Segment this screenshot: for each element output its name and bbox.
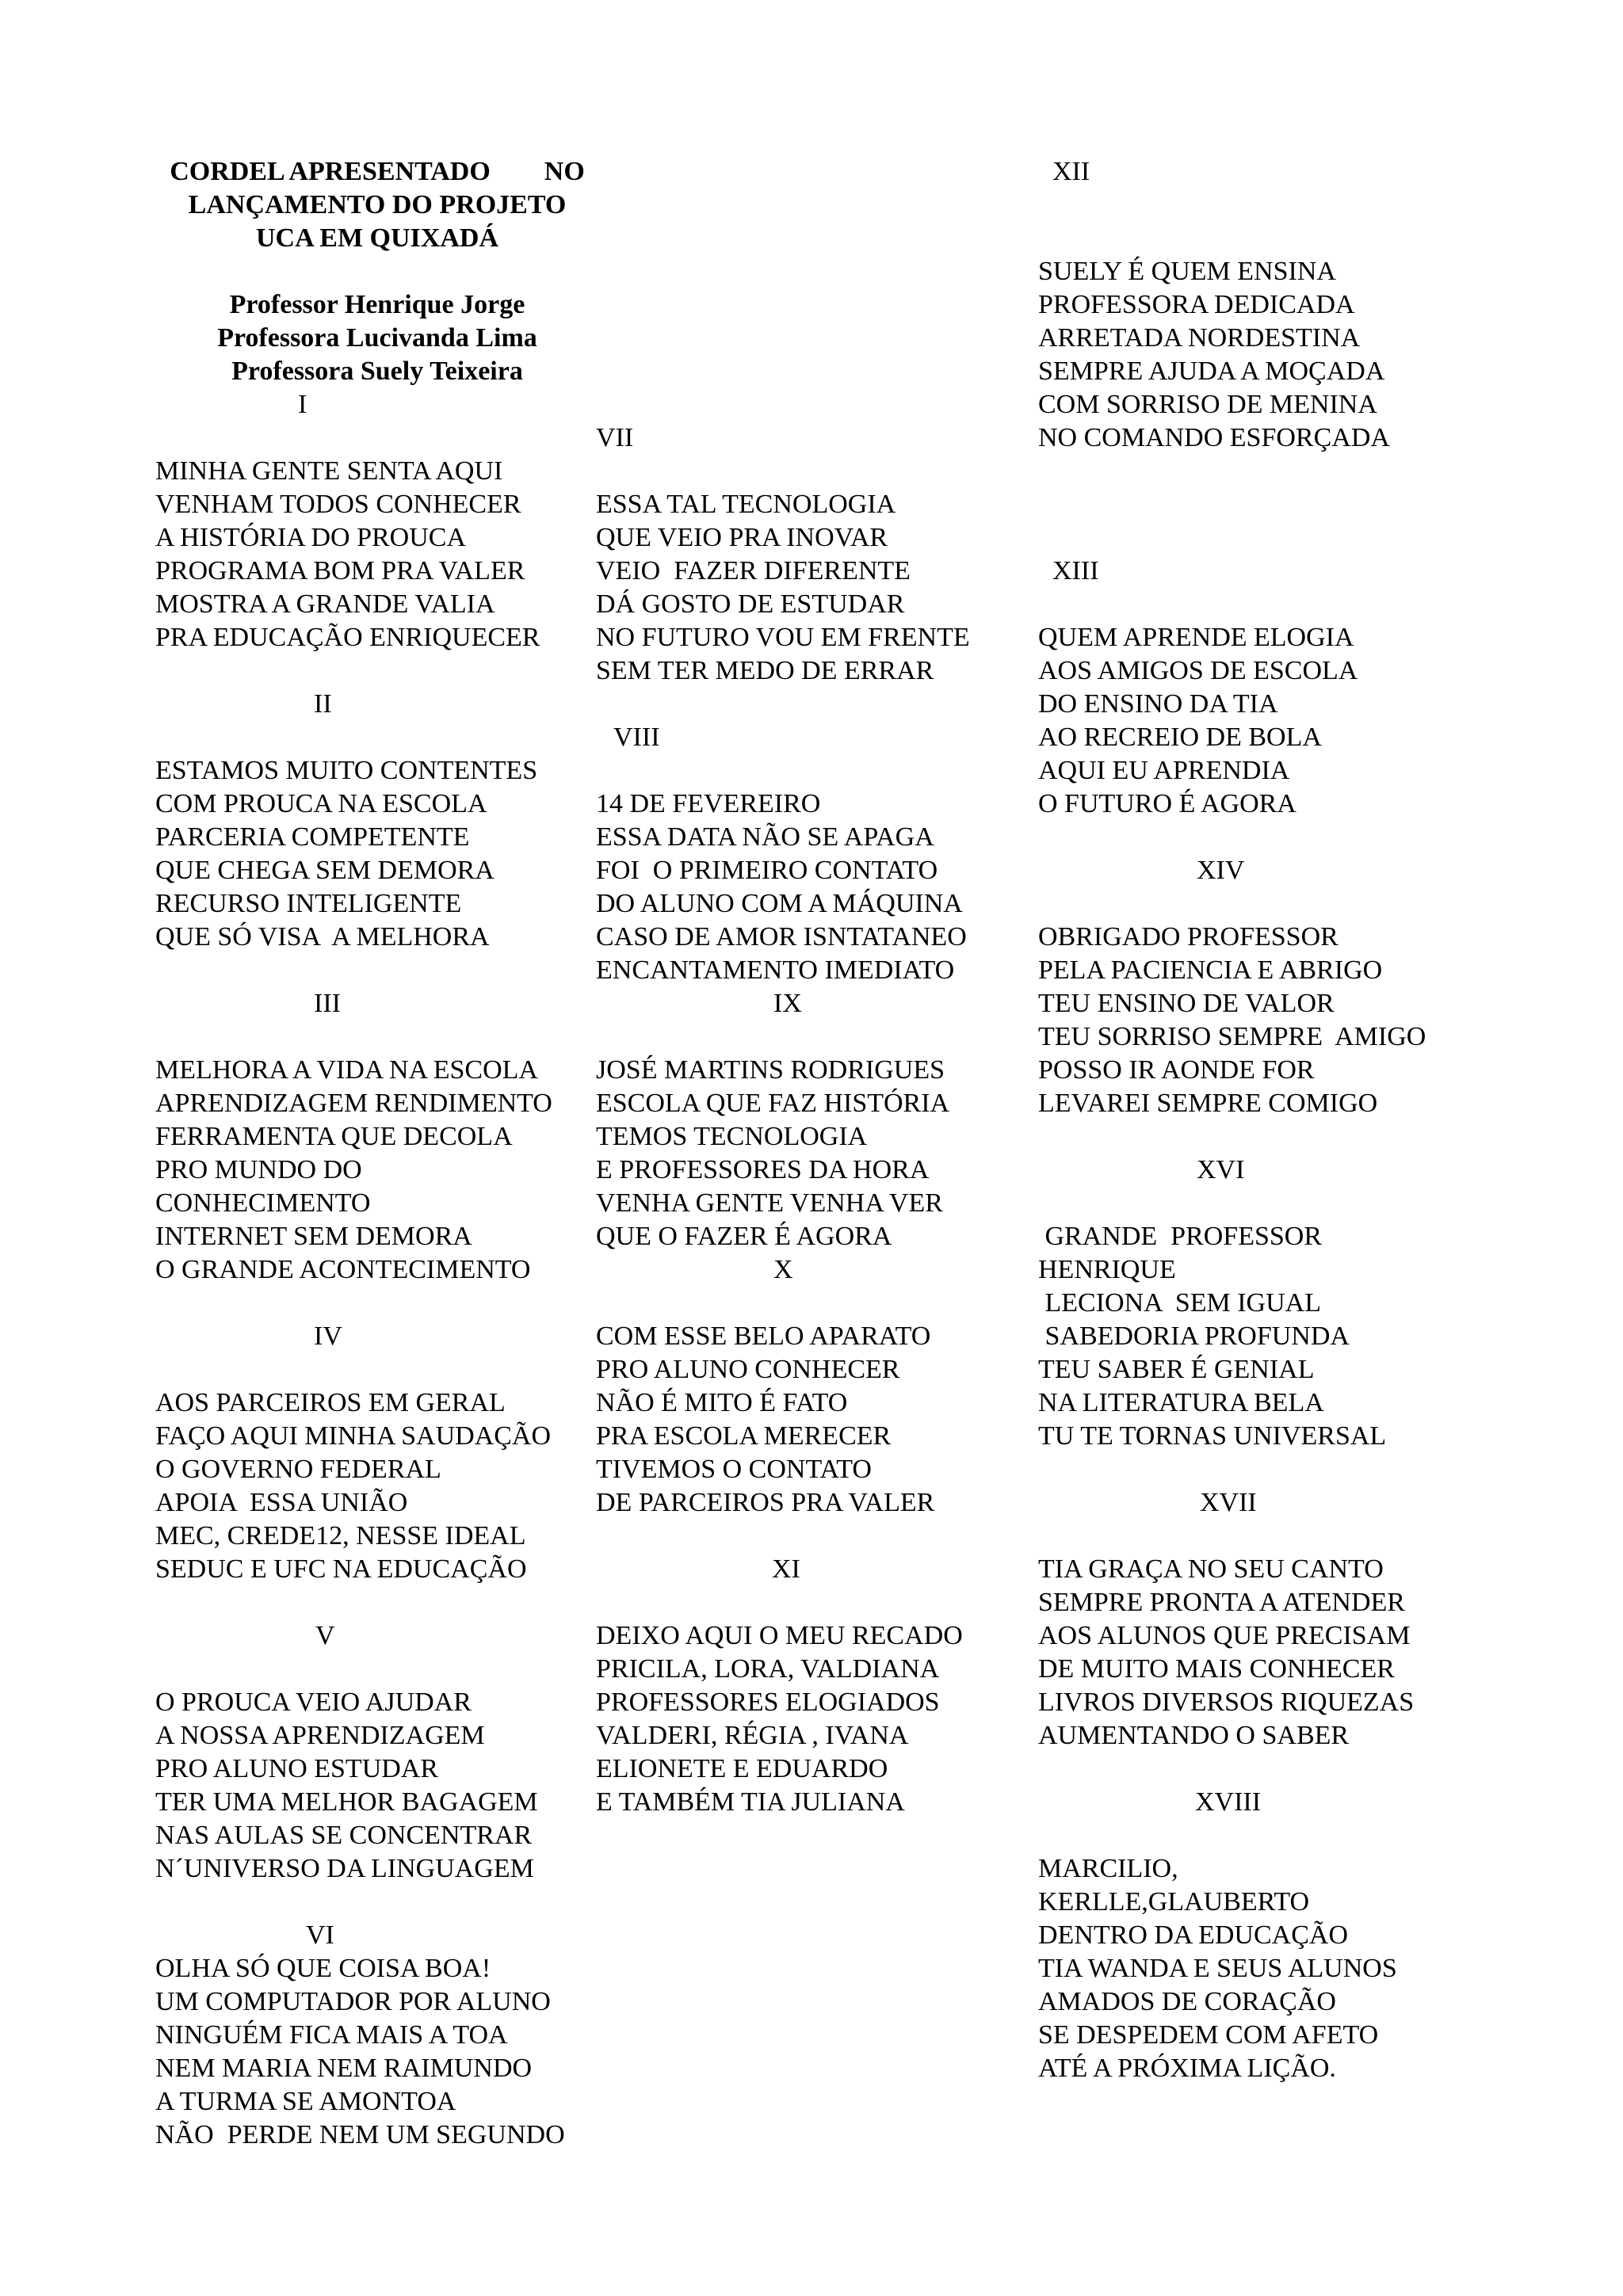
stanza-numeral: XIV xyxy=(1197,856,1245,885)
verse-line: APOIA ESSA UNIÃO xyxy=(155,1488,408,1517)
verse-line: A TURMA SE AMONTOA xyxy=(155,2087,456,2116)
verse-line: E TAMBÉM TIA JULIANA xyxy=(596,1787,905,1817)
title-line-3: UCA EM QUIXADÁ xyxy=(256,223,498,253)
stanza-numeral: VI xyxy=(306,1920,334,1950)
verse-line: N´UNIVERSO DA LINGUAGEM xyxy=(155,1854,534,1883)
verse-line: POSSO IR AONDE FOR xyxy=(1038,1055,1315,1085)
stanza-numeral: VIII xyxy=(613,723,660,752)
verse-line: DEIXO AQUI O MEU RECADO xyxy=(596,1621,963,1650)
verse-line: MOSTRA A GRANDE VALIA xyxy=(155,589,495,619)
verse-line: SEMPRE PRONTA A ATENDER xyxy=(1038,1588,1405,1617)
verse-line: LECIONA SEM IGUAL xyxy=(1038,1288,1321,1318)
verse-line: AUMENTANDO O SABER xyxy=(1038,1721,1350,1750)
verse-line: SEM TER MEDO DE ERRAR xyxy=(596,656,934,685)
verse-line: QUE CHEGA SEM DEMORA xyxy=(155,856,495,885)
stanza-numeral: XIII xyxy=(1052,556,1099,585)
verse-line: O GOVERNO FEDERAL xyxy=(155,1455,441,1484)
verse-line: DÁ GOSTO DE ESTUDAR xyxy=(596,589,905,619)
author-2: Professora Lucivanda Lima xyxy=(217,323,537,353)
verse-line: PROFESSORES ELOGIADOS xyxy=(596,1688,940,1717)
stanza-numeral: IV xyxy=(314,1322,342,1351)
verse-line: AMADOS DE CORAÇÃO xyxy=(1038,1987,1336,2016)
verse-line: MELHORA A VIDA NA ESCOLA xyxy=(155,1055,538,1085)
verse-line: OBRIGADO PROFESSOR xyxy=(1038,922,1338,952)
verse-line: QUEM APRENDE ELOGIA xyxy=(1038,623,1354,652)
verse-line: SE DESPEDEM COM AFETO xyxy=(1038,2020,1379,2050)
verse-line: QUE SÓ VISA A MELHORA xyxy=(155,922,490,952)
stanza-numeral: II xyxy=(314,689,332,719)
verse-line: DO ENSINO DA TIA xyxy=(1038,689,1278,719)
author-1: Professor Henrique Jorge xyxy=(229,290,525,319)
verse-line: JOSÉ MARTINS RODRIGUES xyxy=(596,1055,945,1085)
verse-line: GRANDE PROFESSOR xyxy=(1038,1222,1323,1251)
verse-line: ATÉ A PRÓXIMA LIÇÃO. xyxy=(1038,2054,1336,2083)
verse-line: PELA PACIENCIA E ABRIGO xyxy=(1038,955,1383,985)
verse-line: MINHA GENTE SENTA AQUI xyxy=(155,456,503,486)
verse-line: KERLLE,GLAUBERTO xyxy=(1038,1887,1310,1917)
author-3: Professora Suely Teixeira xyxy=(231,357,523,386)
verse-line: TEMOS TECNOLOGIA xyxy=(596,1122,868,1151)
title-line-2: LANÇAMENTO DO PROJETO xyxy=(188,190,567,219)
verse-line: MEC, CREDE12, NESSE IDEAL xyxy=(155,1521,526,1550)
stanza-numeral: XVI xyxy=(1197,1155,1245,1184)
stanza-numeral: XI xyxy=(772,1554,800,1584)
verse-line: PRICILA, LORA, VALDIANA xyxy=(596,1654,940,1684)
verse-line: E PROFESSORES DA HORA xyxy=(596,1155,930,1184)
verse-line: RECURSO INTELIGENTE xyxy=(155,889,462,918)
verse-line: DE MUITO MAIS CONHECER xyxy=(1038,1654,1395,1684)
verse-line: NO FUTURO VOU EM FRENTE xyxy=(596,623,970,652)
verse-line: AO RECREIO DE BOLA xyxy=(1038,723,1322,752)
stanza-numeral: VII xyxy=(596,423,634,452)
stanza-numeral: X xyxy=(773,1255,793,1284)
verse-line: VENHA GENTE VENHA VER xyxy=(596,1188,943,1218)
verse-line: TU TE TORNAS UNIVERSAL xyxy=(1038,1421,1387,1451)
verse-line: PARCERIA COMPETENTE xyxy=(155,822,470,852)
verse-line: O GRANDE ACONTECIMENTO xyxy=(155,1255,531,1284)
verse-line: TIA WANDA E SEUS ALUNOS xyxy=(1038,1954,1397,1983)
verse-line: ENCANTAMENTO IMEDIATO xyxy=(596,955,955,985)
verse-line: FERRAMENTA QUE DECOLA xyxy=(155,1122,513,1151)
verse-line: PRA ESCOLA MERECER xyxy=(596,1421,892,1451)
stanza-numeral: IX xyxy=(773,989,802,1018)
verse-line: SEDUC E UFC NA EDUCAÇÃO xyxy=(155,1554,527,1584)
verse-line: NINGUÉM FICA MAIS A TOA xyxy=(155,2020,508,2050)
stanza-numeral: V xyxy=(315,1621,335,1650)
verse-line: SUELY É QUEM ENSINA xyxy=(1038,257,1336,286)
verse-line: COM PROUCA NA ESCOLA xyxy=(155,789,487,818)
verse-line: ESCOLA QUE FAZ HISTÓRIA xyxy=(596,1089,950,1118)
verse-line: VALDERI, RÉGIA , IVANA xyxy=(596,1721,909,1750)
verse-line: NÃO PERDE NEM UM SEGUNDO xyxy=(155,2120,565,2149)
verse-line: PRO ALUNO ESTUDAR xyxy=(155,1754,439,1783)
verse-line: PRO MUNDO DO xyxy=(155,1155,362,1184)
verse-line: PROFESSORA DEDICADA xyxy=(1038,290,1355,319)
verse-line: AOS ALUNOS QUE PRECISAM xyxy=(1038,1621,1411,1650)
verse-line: CONHECIMENTO xyxy=(155,1188,371,1218)
verse-line: TIA GRAÇA NO SEU CANTO xyxy=(1038,1554,1384,1584)
title-line-1: CORDEL APRESENTADO NO xyxy=(170,157,585,186)
verse-line: ESSA DATA NÃO SE APAGA xyxy=(596,822,934,852)
verse-line: PRO ALUNO CONHECER xyxy=(596,1355,900,1384)
verse-line: CASO DE AMOR ISNTATANEO xyxy=(596,922,967,952)
verse-line: QUE O FAZER É AGORA xyxy=(596,1222,892,1251)
verse-line: ARRETADA NORDESTINA xyxy=(1038,323,1361,353)
stanza-numeral: III xyxy=(314,989,341,1018)
verse-line: AQUI EU APRENDIA xyxy=(1038,756,1290,785)
verse-line: O PROUCA VEIO AJUDAR xyxy=(155,1688,472,1717)
verse-line: ESTAMOS MUITO CONTENTES xyxy=(155,756,538,785)
verse-line: SABEDORIA PROFUNDA xyxy=(1038,1322,1350,1351)
verse-line: APRENDIZAGEM RENDIMENTO xyxy=(155,1089,552,1118)
verse-line: PROGRAMA BOM PRA VALER xyxy=(155,556,525,585)
verse-line: DO ALUNO COM A MÁQUINA xyxy=(596,889,963,918)
verse-line: A HISTÓRIA DO PROUCA xyxy=(155,523,466,552)
verse-line: ELIONETE E EDUARDO xyxy=(596,1754,888,1783)
verse-line: COM ESSE BELO APARATO xyxy=(596,1322,931,1351)
verse-line: OLHA SÓ QUE COISA BOA! xyxy=(155,1954,491,1983)
verse-line: QUE VEIO PRA INOVAR xyxy=(596,523,888,552)
verse-line: AOS AMIGOS DE ESCOLA xyxy=(1038,656,1358,685)
verse-line: MARCILIO, xyxy=(1038,1854,1178,1883)
verse-line: NAS AULAS SE CONCENTRAR xyxy=(155,1821,533,1850)
verse-line: FAÇO AQUI MINHA SAUDAÇÃO xyxy=(155,1421,552,1451)
verse-line: NEM MARIA NEM RAIMUNDO xyxy=(155,2054,533,2083)
verse-line: VEIO FAZER DIFERENTE xyxy=(596,556,911,585)
verse-line: DENTRO DA EDUCAÇÃO xyxy=(1038,1920,1348,1950)
verse-line: TEU ENSINO DE VALOR xyxy=(1038,989,1335,1018)
verse-line: UM COMPUTADOR POR ALUNO xyxy=(155,1987,551,2016)
verse-line: TER UMA MELHOR BAGAGEM xyxy=(155,1787,538,1817)
verse-line: LEVAREI SEMPRE COMIGO xyxy=(1038,1089,1378,1118)
verse-line: PRA EDUCAÇÃO ENRIQUECER xyxy=(155,623,540,652)
verse-line: COM SORRISO DE MENINA xyxy=(1038,390,1377,419)
verse-line: O FUTURO É AGORA xyxy=(1038,789,1296,818)
verse-line: TEU SABER É GENIAL xyxy=(1038,1355,1315,1384)
verse-line: LIVROS DIVERSOS RIQUEZAS xyxy=(1038,1688,1415,1717)
verse-line: FOI O PRIMEIRO CONTATO xyxy=(596,856,938,885)
verse-line: SEMPRE AJUDA A MOÇADA xyxy=(1038,357,1385,386)
verse-line: A NOSSA APRENDIZAGEM xyxy=(155,1721,485,1750)
verse-line: NA LITERATURA BELA xyxy=(1038,1388,1324,1417)
stanza-numeral: XVII xyxy=(1200,1488,1257,1517)
verse-line: NÃO É MITO É FATO xyxy=(596,1388,848,1417)
verse-line: DE PARCEIROS PRA VALER xyxy=(596,1488,935,1517)
stanza-numeral: XVIII xyxy=(1195,1787,1262,1817)
verse-line: TIVEMOS O CONTATO xyxy=(596,1455,872,1484)
verse-line: TEU SORRISO SEMPRE AMIGO xyxy=(1038,1022,1426,1051)
verse-line: HENRIQUE xyxy=(1038,1255,1176,1284)
verse-line: NO COMANDO ESFORÇADA xyxy=(1038,423,1390,452)
verse-line: AOS PARCEIROS EM GERAL xyxy=(155,1388,506,1417)
verse-line: ESSA TAL TECNOLOGIA xyxy=(596,490,896,519)
verse-line: 14 DE FEVEREIRO xyxy=(596,789,821,818)
stanza-numeral: I xyxy=(298,390,307,419)
verse-line: VENHAM TODOS CONHECER xyxy=(155,490,521,519)
verse-line: INTERNET SEM DEMORA xyxy=(155,1222,472,1251)
stanza-numeral: XII xyxy=(1052,157,1090,186)
